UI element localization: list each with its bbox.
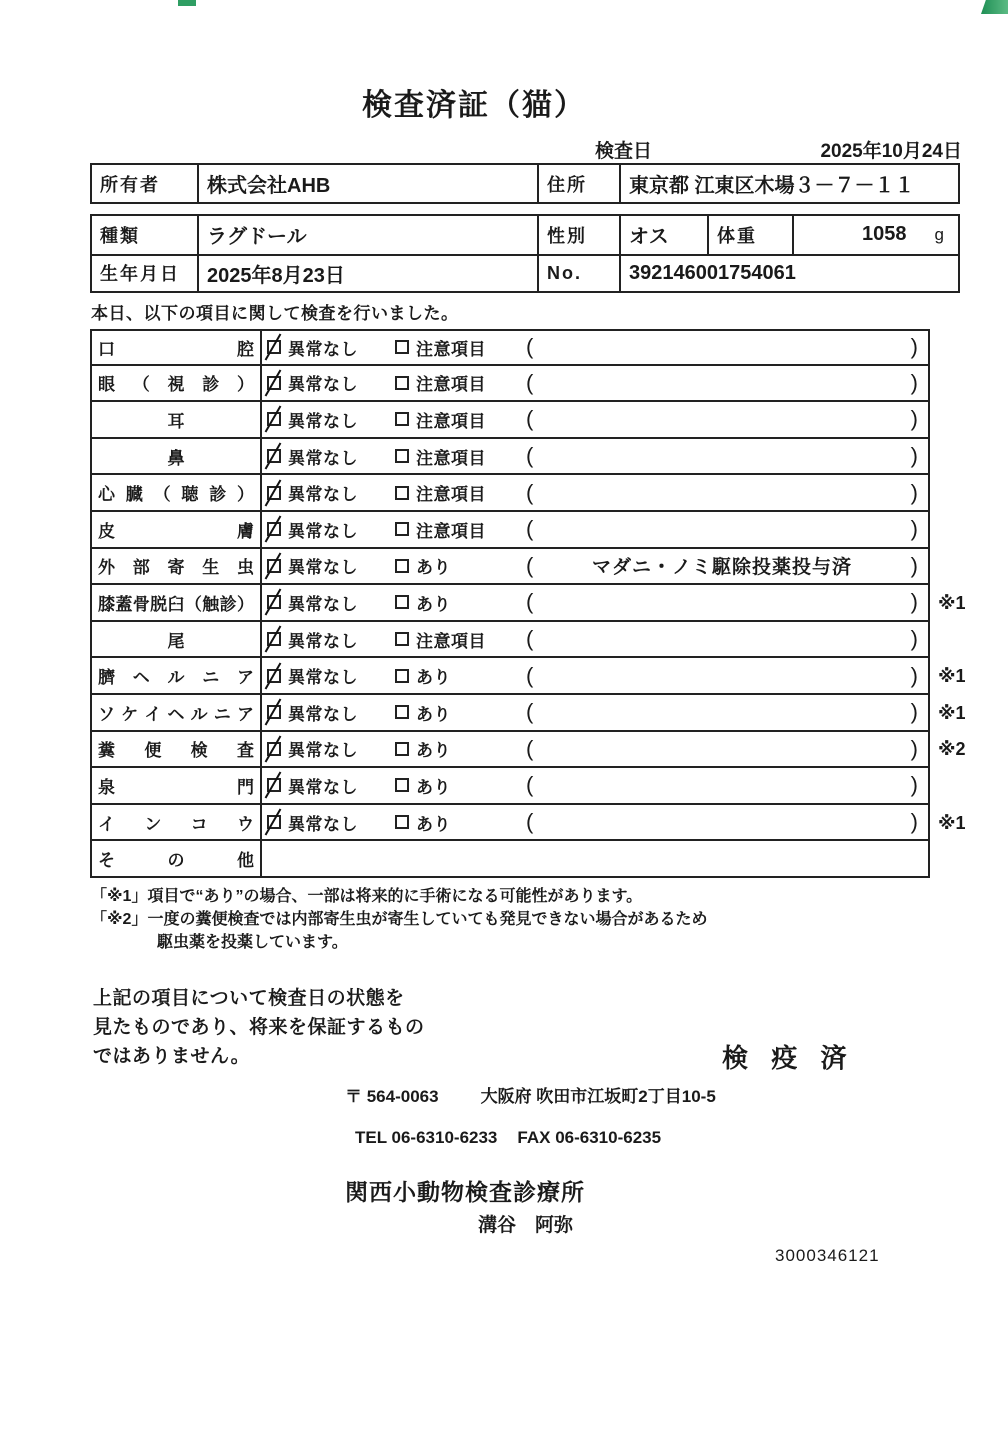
disclaimer-line-2: 見たものであり、将来を保証するもの xyxy=(93,1017,425,1038)
number-label: No. xyxy=(537,256,619,292)
label-char: （ xyxy=(153,485,171,505)
label-char: 耳 xyxy=(167,411,185,431)
inspection-row xyxy=(90,329,1008,366)
checkbox-finding xyxy=(395,669,409,683)
paren-open: ( xyxy=(526,699,534,725)
checkbox-finding-group xyxy=(395,444,526,469)
disclaimer xyxy=(93,984,425,1071)
checkbox-finding-group xyxy=(395,370,526,395)
checkbox-no-abnormality-group xyxy=(267,370,395,395)
label-char: 糞 xyxy=(98,741,115,761)
animal-table xyxy=(90,214,960,293)
label-char: ヘ xyxy=(132,668,150,688)
checkbox-finding-group xyxy=(395,335,526,360)
address-label: 住所 xyxy=(537,165,619,202)
weight-label: 体重 xyxy=(707,216,792,254)
label-char: 膝 xyxy=(98,594,115,614)
inspection-row-main xyxy=(90,695,930,732)
inspection-row-content xyxy=(262,732,928,767)
inspection-item-label xyxy=(92,366,262,401)
checkbox-no-abnormality xyxy=(267,522,281,536)
paren-open: ( xyxy=(526,772,534,798)
checkbox-no-abnormality-label: 異常なし xyxy=(288,558,358,578)
paren-open: ( xyxy=(526,552,534,578)
label-char: 検 xyxy=(190,741,208,761)
label-char: 脱 xyxy=(150,594,168,614)
checkbox-no-abnormality-group xyxy=(267,590,395,615)
label-char: ン xyxy=(144,814,162,834)
veterinarian-name: 溝谷 阿弥 xyxy=(478,1215,574,1236)
footnote-marker: ※2 xyxy=(938,739,966,760)
checkbox-no-abnormality xyxy=(267,559,281,573)
inspection-row-main xyxy=(90,549,930,586)
scan-artifact-left-icon xyxy=(178,0,196,6)
checkbox-no-abnormality xyxy=(267,669,281,683)
breed-value: ラグドール xyxy=(197,216,537,254)
checkbox-no-abnormality xyxy=(267,486,281,500)
checkbox-no-abnormality-group xyxy=(267,480,395,505)
checkbox-no-abnormality xyxy=(267,376,281,390)
checkbox-no-abnormality-label: 異常なし xyxy=(288,594,358,614)
label-char: ソ xyxy=(98,704,115,724)
inspection-row xyxy=(90,475,1008,512)
paren-close: ) xyxy=(910,334,918,360)
label-char: 診 xyxy=(209,485,227,505)
footnote-marker: ※1 xyxy=(938,666,966,687)
label-char: ニ xyxy=(202,668,220,688)
label-char: イ xyxy=(144,704,162,724)
label-char: 鼻 xyxy=(167,448,185,468)
inspection-row-content xyxy=(262,622,928,657)
footnote-marker xyxy=(930,622,1006,659)
inspection-date-label: 検査日 xyxy=(595,141,653,162)
label-char: 聴 xyxy=(181,485,199,505)
label-char: ル xyxy=(190,704,208,724)
checkbox-finding-label: 注意項目 xyxy=(416,339,486,359)
checkbox-finding-label: 注意項目 xyxy=(416,411,486,431)
label-char: 虫 xyxy=(237,558,254,578)
label-char: 他 xyxy=(237,851,254,871)
label-char: ） xyxy=(237,375,254,395)
paren-close: ) xyxy=(910,809,918,835)
inspection-row xyxy=(90,439,1008,476)
paren-open: ( xyxy=(526,735,534,761)
postal-code: 〒 564-0063 xyxy=(345,1087,439,1106)
inspection-row xyxy=(90,695,1008,732)
checkbox-finding xyxy=(395,449,409,463)
inspection-row-main xyxy=(90,402,930,439)
label-char: 骨 xyxy=(132,594,150,614)
inspection-row-content xyxy=(262,402,928,437)
paren-open: ( xyxy=(526,334,534,360)
checkbox-finding xyxy=(395,778,409,792)
checkbox-finding-label: 注意項目 xyxy=(416,521,486,541)
inspection-row xyxy=(90,549,1008,586)
checkbox-no-abnormality-label: 異常なし xyxy=(288,704,358,724)
checkbox-finding-label: あり xyxy=(416,814,451,834)
label-char: 眼 xyxy=(98,375,115,395)
label-char: 診 xyxy=(219,594,237,614)
inspection-row-content xyxy=(262,658,928,693)
checkbox-no-abnormality xyxy=(267,632,281,646)
checkbox-finding-group xyxy=(395,773,526,798)
serial-number: 3000346121 xyxy=(775,1246,880,1265)
breed-label: 種類 xyxy=(100,225,140,246)
label-char: 臼 xyxy=(167,594,185,614)
checkbox-finding-group xyxy=(395,663,526,688)
weight-cell xyxy=(792,216,958,254)
inspection-item-label xyxy=(92,475,262,510)
inspection-item-label xyxy=(92,805,262,840)
number-value: 392146001754061 xyxy=(619,256,958,292)
checkbox-no-abnormality-label: 異常なし xyxy=(288,631,358,651)
footnote-marker xyxy=(930,841,1006,878)
paren-close: ) xyxy=(910,406,918,432)
checkbox-finding-group xyxy=(395,700,526,725)
inspection-row-content xyxy=(262,475,928,510)
label-char: ア xyxy=(236,704,254,724)
label-char: 視 xyxy=(167,375,185,395)
label-char: ） xyxy=(236,485,254,505)
inspection-row-main xyxy=(90,329,930,366)
checkbox-no-abnormality xyxy=(267,815,281,829)
label-char: 蓋 xyxy=(115,594,133,614)
checkbox-no-abnormality xyxy=(267,705,281,719)
checkbox-no-abnormality-label: 異常なし xyxy=(288,448,358,468)
footnote-marker xyxy=(930,402,1006,439)
animal-table-row-2 xyxy=(92,254,958,292)
checkbox-finding xyxy=(395,815,409,829)
inspection-row xyxy=(90,366,1008,403)
label-char: 臍 xyxy=(98,668,115,688)
label-char: ウ xyxy=(236,814,254,834)
paren-close: ) xyxy=(910,479,918,505)
inspection-row-main xyxy=(90,512,930,549)
footnote-2-continued: 駆虫薬を投薬しています。 xyxy=(157,934,348,951)
owner-value: 株式会社AHB xyxy=(197,165,537,202)
footnotes xyxy=(91,885,707,954)
inspection-row xyxy=(90,585,1008,622)
label-char: 査 xyxy=(236,741,254,761)
birthdate-label: 生年月日 xyxy=(100,264,180,285)
disclaimer-line-3: ではありません。 xyxy=(93,1046,251,1067)
label-char: 口 xyxy=(98,339,115,359)
label-char: （ xyxy=(184,594,202,614)
checkbox-finding xyxy=(395,595,409,609)
label-char: 部 xyxy=(132,558,150,578)
inspection-row xyxy=(90,512,1008,549)
label-char: ） xyxy=(237,594,254,614)
inspection-row xyxy=(90,732,1008,769)
document-title: 検査済証（猫） xyxy=(362,89,586,122)
paren-open: ( xyxy=(526,516,534,542)
footnote-1: 「※1」項目で“あり”の場合、一部は将来的に手術になる可能性があります。 xyxy=(91,888,643,905)
checkbox-finding-label: あり xyxy=(416,741,451,761)
label-char: の xyxy=(167,851,185,871)
checkbox-no-abnormality-label: 異常なし xyxy=(288,485,358,505)
checkbox-no-abnormality-label: 異常なし xyxy=(288,339,358,359)
inspection-row-content xyxy=(262,695,928,730)
finding-text: マダニ・ノミ駆除投薬投与済 xyxy=(591,557,852,579)
paren-close: ) xyxy=(910,662,918,688)
owner-label: 所有者 xyxy=(100,174,160,195)
label-char: コ xyxy=(190,814,208,834)
label-char: ニ xyxy=(213,704,231,724)
checkbox-no-abnormality-group xyxy=(267,810,395,835)
checkbox-finding-group xyxy=(395,407,526,432)
label-char: （ xyxy=(132,375,150,395)
label-char: 膚 xyxy=(237,521,254,541)
footnote-marker xyxy=(930,475,1006,512)
checkbox-finding-group xyxy=(395,517,526,542)
checkbox-no-abnormality xyxy=(267,595,281,609)
clinic-fax: FAX 06-6310-6235 xyxy=(517,1128,662,1147)
scan-artifact-right-icon xyxy=(981,0,1008,14)
checkbox-no-abnormality-group xyxy=(267,517,395,542)
paren-close: ) xyxy=(910,369,918,395)
checkbox-finding xyxy=(395,632,409,646)
inspection-row-main xyxy=(90,805,930,842)
checkbox-finding xyxy=(395,486,409,500)
checkbox-no-abnormality-group xyxy=(267,627,395,652)
address-value: 東京都 江東区木場３－７－１１ xyxy=(619,165,958,202)
checkbox-no-abnormality xyxy=(267,778,281,792)
inspection-row xyxy=(90,622,1008,659)
footnote-marker xyxy=(930,512,1006,549)
paren-open: ( xyxy=(526,479,534,505)
paren-open: ( xyxy=(526,406,534,432)
inspection-item-label xyxy=(92,841,262,876)
label-char: 外 xyxy=(98,558,115,578)
paren-close: ) xyxy=(910,552,918,578)
label-char: 診 xyxy=(202,375,220,395)
label-char: 尾 xyxy=(167,631,185,651)
checkbox-no-abnormality-group xyxy=(267,736,395,761)
inspection-item-label xyxy=(92,512,262,547)
checkbox-finding-label: 注意項目 xyxy=(416,448,486,468)
footnote-marker xyxy=(930,329,1006,366)
inspection-row-content xyxy=(262,585,928,620)
checkbox-finding xyxy=(395,412,409,426)
inspection-row-main xyxy=(90,658,930,695)
checkbox-no-abnormality xyxy=(267,340,281,354)
disclaimer-line-1: 上記の項目について検査日の状態を xyxy=(93,988,405,1009)
checkbox-finding-label: 注意項目 xyxy=(416,631,486,651)
label-char: 寄 xyxy=(167,558,185,578)
clinic-address: 大阪府 吹田市江坂町2丁目10-5 xyxy=(480,1087,716,1106)
footnote-marker xyxy=(930,366,1006,403)
inspection-row-main xyxy=(90,622,930,659)
label-char: 心 xyxy=(98,485,115,505)
inspection-row xyxy=(90,402,1008,439)
inspection-item-label xyxy=(92,732,262,767)
inspection-row-content xyxy=(262,331,928,364)
paren-close: ) xyxy=(910,516,918,542)
checkbox-no-abnormality-group xyxy=(267,444,395,469)
intro-text: 本日、以下の項目に関して検査を行いました。 xyxy=(91,304,459,323)
checkbox-no-abnormality-label: 異常なし xyxy=(288,411,358,431)
animal-table-row-1 xyxy=(92,216,958,254)
inspection-item-label xyxy=(92,695,262,730)
checkbox-no-abnormality-group xyxy=(267,407,395,432)
inspection-row-main xyxy=(90,841,930,878)
checkbox-finding-label: 注意項目 xyxy=(416,375,486,395)
inspection-item-label xyxy=(92,439,262,474)
paren-close: ) xyxy=(910,699,918,725)
checkbox-no-abnormality-group xyxy=(267,553,395,578)
checkbox-finding-label: あり xyxy=(416,594,451,614)
quarantine-passed-stamp: 検 疫 済 xyxy=(722,1043,855,1073)
paren-close: ) xyxy=(910,735,918,761)
checkbox-no-abnormality-label: 異常なし xyxy=(288,375,358,395)
checkbox-no-abnormality-group xyxy=(267,335,395,360)
clinic-name: 関西小動物検査診療所 xyxy=(345,1179,585,1205)
label-char: ア xyxy=(237,668,254,688)
label-char: 臓 xyxy=(125,485,143,505)
checkbox-finding-label: あり xyxy=(416,704,451,724)
paren-close: ) xyxy=(910,772,918,798)
inspection-item-label xyxy=(92,768,262,803)
label-char: 生 xyxy=(202,558,220,578)
inspection-row-main xyxy=(90,768,930,805)
checkbox-no-abnormality xyxy=(267,412,281,426)
inspection-row-main xyxy=(90,366,930,403)
footnote-marker xyxy=(930,768,1006,805)
inspection-item-label xyxy=(92,658,262,693)
birthdate-value: 2025年8月23日 xyxy=(197,256,537,292)
checkbox-no-abnormality-label: 異常なし xyxy=(288,668,358,688)
inspection-item-label xyxy=(92,331,262,364)
footnote-marker: ※1 xyxy=(938,592,966,613)
footnote-marker: ※1 xyxy=(938,702,966,723)
checkbox-finding-group xyxy=(395,553,526,578)
checkbox-no-abnormality xyxy=(267,449,281,463)
footnote-marker xyxy=(930,439,1006,476)
paren-open: ( xyxy=(526,369,534,395)
checkbox-no-abnormality-label: 異常なし xyxy=(288,521,358,541)
checkbox-no-abnormality-group xyxy=(267,700,395,725)
paren-open: ( xyxy=(526,589,534,615)
clinic-postal-address xyxy=(345,1082,716,1107)
sex-label: 性別 xyxy=(537,216,619,254)
checkbox-finding xyxy=(395,376,409,390)
checkbox-finding xyxy=(395,705,409,719)
inspection-row-content xyxy=(262,549,928,584)
checkbox-no-abnormality-group xyxy=(267,663,395,688)
label-char: ヘ xyxy=(167,704,185,724)
inspection-row-content xyxy=(262,439,928,474)
footnote-marker: ※1 xyxy=(938,812,966,833)
footnote-2: 「※2」一度の糞便検査では内部寄生虫が寄生していても発見できない場合があるため xyxy=(91,911,708,928)
weight-unit: g xyxy=(934,224,944,244)
inspection-row xyxy=(90,768,1008,805)
inspection-row-main xyxy=(90,475,930,512)
clinic-contact xyxy=(355,1128,661,1148)
checkbox-finding-label: あり xyxy=(416,668,451,688)
checkbox-finding-group xyxy=(395,480,526,505)
inspection-table xyxy=(90,329,1008,878)
label-char: 門 xyxy=(237,777,254,797)
inspection-row xyxy=(90,658,1008,695)
checkbox-no-abnormality-label: 異常なし xyxy=(288,777,358,797)
label-char: イ xyxy=(98,814,115,834)
footnote-marker xyxy=(930,549,1006,586)
checkbox-finding-group xyxy=(395,736,526,761)
checkbox-no-abnormality xyxy=(267,742,281,756)
paren-open: ( xyxy=(526,662,534,688)
inspection-row-content xyxy=(262,366,928,401)
label-char: ケ xyxy=(121,704,139,724)
paren-close: ) xyxy=(910,443,918,469)
inspection-row xyxy=(90,805,1008,842)
checkbox-finding xyxy=(395,522,409,536)
checkbox-finding-group xyxy=(395,627,526,652)
weight-value: 1058 xyxy=(862,223,907,246)
paren-open: ( xyxy=(526,626,534,652)
inspection-row xyxy=(90,841,1008,878)
inspection-row-content xyxy=(262,512,928,547)
owner-table-row xyxy=(92,165,958,202)
checkbox-finding-label: 注意項目 xyxy=(416,485,486,505)
checkbox-finding-label: あり xyxy=(416,558,451,578)
sex-value: オス xyxy=(619,216,707,254)
checkbox-no-abnormality-group xyxy=(267,773,395,798)
label-char: 泉 xyxy=(98,777,115,797)
label-char: 便 xyxy=(144,741,162,761)
inspection-row-content xyxy=(262,841,928,876)
owner-table xyxy=(90,163,960,204)
inspection-row-content xyxy=(262,768,928,803)
checkbox-no-abnormality-label: 異常なし xyxy=(288,741,358,761)
label-char: 触 xyxy=(202,594,220,614)
checkbox-finding-label: あり xyxy=(416,777,451,797)
clinic-tel: TEL 06-6310-6233 xyxy=(355,1128,498,1147)
paren-close: ) xyxy=(910,589,918,615)
inspection-row-content xyxy=(262,805,928,840)
checkbox-finding-group xyxy=(395,810,526,835)
inspection-item-label xyxy=(92,585,262,620)
inspection-date-value: 2025年10月24日 xyxy=(820,141,962,162)
inspection-row-main xyxy=(90,439,930,476)
label-char: ル xyxy=(167,668,185,688)
paren-open: ( xyxy=(526,443,534,469)
checkbox-no-abnormality-label: 異常なし xyxy=(288,814,358,834)
paren-close: ) xyxy=(910,626,918,652)
label-char: 腔 xyxy=(237,339,254,359)
checkbox-finding xyxy=(395,340,409,354)
label-char: 皮 xyxy=(98,521,115,541)
inspection-item-label xyxy=(92,402,262,437)
inspection-item-label xyxy=(92,622,262,657)
inspection-row-main xyxy=(90,732,930,769)
checkbox-finding xyxy=(395,742,409,756)
paren-open: ( xyxy=(526,809,534,835)
checkbox-finding-group xyxy=(395,590,526,615)
checkbox-finding xyxy=(395,559,409,573)
inspection-row-main xyxy=(90,585,930,622)
label-char: そ xyxy=(98,851,115,871)
inspection-item-label xyxy=(92,549,262,584)
